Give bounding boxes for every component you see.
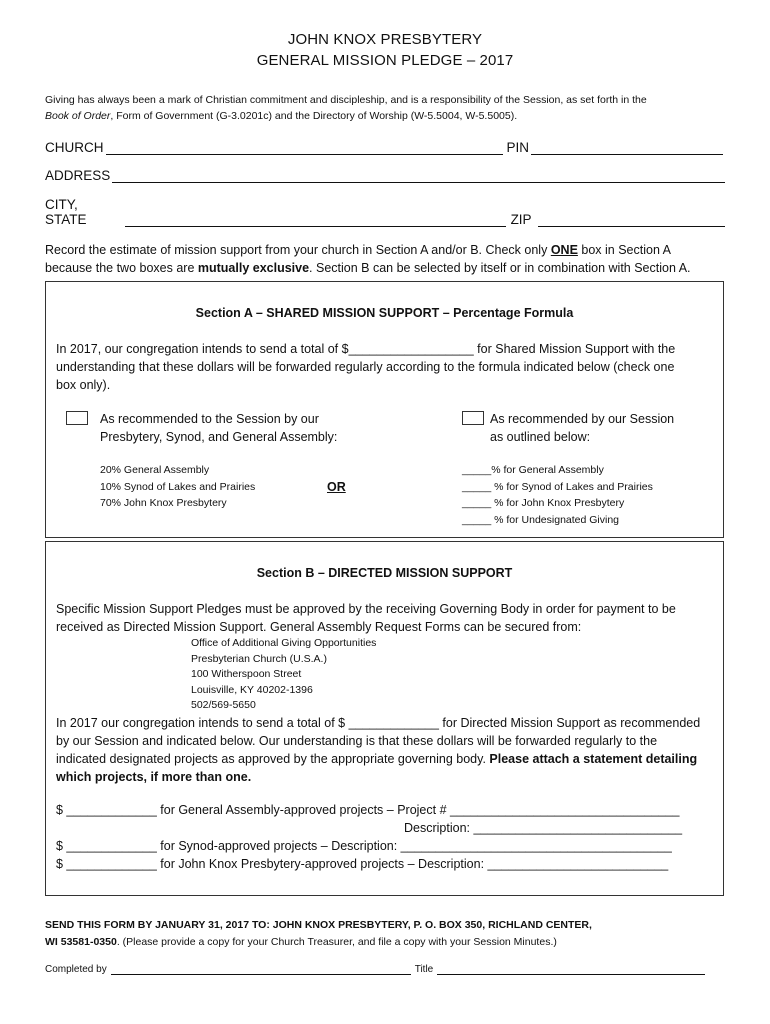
title-field[interactable] [437, 964, 705, 975]
section-a-box [45, 281, 724, 538]
session-formula-item[interactable]: _____ % for Undesignated Giving [462, 513, 620, 526]
section-a-paragraph [56, 340, 716, 394]
formula-list [100, 462, 255, 512]
instructions-mutually-exclusive: mutually exclusive [197, 261, 310, 275]
address-row [45, 168, 725, 183]
address-label: ADDRESS [45, 168, 111, 183]
session-formula-item[interactable]: _____ % for John Knox Presbytery [462, 497, 625, 509]
session-formula-list [462, 462, 653, 528]
intro-text-end: , Form of Government (G-3.0201c) and the Directory of Worship (W-5.5004, W-5.5005). [110, 110, 518, 122]
send-line2: . (Please provide a copy for your Church Treasurer, and file a copy with your Session Minutes.) [116, 936, 557, 948]
section-a-line3: box only). [56, 378, 111, 392]
section-a-line1: In 2017, our congregation intends to send a total of $__________________ for Shared Mission Support with the [56, 342, 676, 356]
instructions-part1: Record the estimate of mission support from your church in Section A and/or B. Check only [45, 243, 551, 257]
option1-line1: As recommended to the Session by our [100, 412, 319, 426]
section-b-p2-line3: indicated designated projects as approved by the appropriate governing body. [56, 752, 490, 766]
jk-projects-line[interactable]: $ _____________ for John Knox Presbytery-approved projects – Description: __________________________ [56, 857, 669, 871]
formula-item: 20% General Assembly [100, 464, 210, 476]
send-instructions [45, 917, 735, 951]
instructions-part3: because the two boxes are [45, 261, 198, 275]
zip-field[interactable] [538, 214, 725, 227]
church-pin-row [45, 140, 725, 155]
completed-by-label: Completed by [45, 964, 107, 975]
directed-lines [56, 801, 716, 873]
formula-item: 10% Synod of Lakes and Prairies [100, 480, 256, 493]
section-b-box [45, 541, 724, 896]
pin-label: PIN [506, 140, 530, 155]
ga-description-line[interactable]: Description: ______________________________ [404, 821, 683, 835]
form-title-line1: JOHN KNOX PRESBYTERY [287, 31, 483, 48]
instructions [45, 241, 735, 277]
instructions-part4: . Section B can be selected by itself or in combination with Section A. [309, 261, 691, 275]
option2-line1: As recommended by our Session [490, 412, 675, 426]
address-field[interactable] [112, 170, 725, 183]
book-of-order: Book of Order [45, 110, 111, 122]
intro-text-start: Giving has always been a mark of Christian commitment and discipleship, and is a responsibility of the Session, as set forth in the [45, 94, 647, 106]
or-label: OR [327, 480, 346, 494]
completed-by-field[interactable] [111, 964, 411, 975]
section-b-title: Section B – DIRECTED MISSION SUPPORT [256, 566, 513, 580]
option1-line2: Presbytery, Synod, and General Assembly: [100, 430, 338, 444]
section-b-attach-note: Please attach a statement detailing [489, 752, 698, 766]
option1-checkbox[interactable] [66, 411, 88, 425]
section-b-p1-line1: Specific Mission Support Pledges must be approved by the receiving Governing Body in order for payment to be [56, 602, 676, 616]
section-b-p1-line2: received as Directed Mission Support. General Assembly Request Forms can be secured from: [56, 620, 582, 634]
church-field[interactable] [106, 142, 503, 155]
pin-field[interactable] [531, 142, 723, 155]
section-a-title: Section A – SHARED MISSION SUPPORT – Percentage Formula [195, 306, 574, 320]
send-line1: SEND THIS FORM BY JANUARY 31, 2017 TO: JOHN KNOX PRESBYTERY, P. O. BOX 350, RICHLAND CENTER, [45, 919, 592, 931]
send-zip: WI 53581-0350 [45, 936, 117, 948]
address-line: Louisville, KY 40202-1396 [191, 683, 313, 696]
title-label: Title [414, 964, 434, 975]
option2-line2: as outlined below: [490, 430, 591, 444]
section-a-line2: understanding that these dollars will be forwarded regularly according to the formula indicated below (check one [56, 360, 675, 374]
completed-row [45, 964, 725, 975]
option1-label [100, 410, 337, 446]
session-formula-item[interactable]: _____ % for Synod of Lakes and Prairies [462, 480, 653, 493]
section-b-paragraph1 [56, 600, 716, 636]
ga-projects-line[interactable]: $ _____________ for General Assembly-approved projects – Project # _________________________________ [56, 803, 680, 817]
intro-paragraph [45, 92, 735, 124]
address-line: 100 Witherspoon Street [191, 668, 302, 680]
option2-label [490, 410, 674, 446]
formula-item: 70% John Knox Presbytery [100, 497, 227, 509]
address-line: Presbyterian Church (U.S.A.) [191, 652, 327, 665]
form-title-line2: GENERAL MISSION PLEDGE – 2017 [256, 52, 514, 69]
section-b-p2-line1: In 2017 our congregation intends to send a total of $ _____________ for Directed Mission Support as recommended [56, 716, 701, 730]
address-line: 502/569-5650 [191, 699, 256, 711]
instructions-part2: box in Section A [577, 243, 672, 257]
zip-label: ZIP [510, 212, 532, 227]
section-b-p2-line2: by our Session and indicated below. Our understanding is that these dollars will be forwarded regularly to the [56, 734, 658, 748]
address-line: Office of Additional Giving Opportunities [191, 637, 377, 649]
section-b-paragraph2 [56, 714, 716, 786]
city-state-label: CITY, STATE [45, 197, 87, 227]
instructions-one: ONE [550, 243, 578, 257]
session-formula-item[interactable]: _____% for General Assembly [462, 464, 604, 476]
church-label: CHURCH [45, 140, 104, 155]
option2-checkbox[interactable] [462, 411, 484, 425]
section-b-attach-note-end: which projects, if more than one. [56, 770, 252, 784]
pcusa-address [191, 636, 376, 714]
synod-projects-line[interactable]: $ _____________ for Synod-approved projects – Description: _______________________________________ [56, 839, 672, 853]
city-state-field[interactable] [125, 214, 506, 227]
city-zip-row [45, 197, 725, 227]
